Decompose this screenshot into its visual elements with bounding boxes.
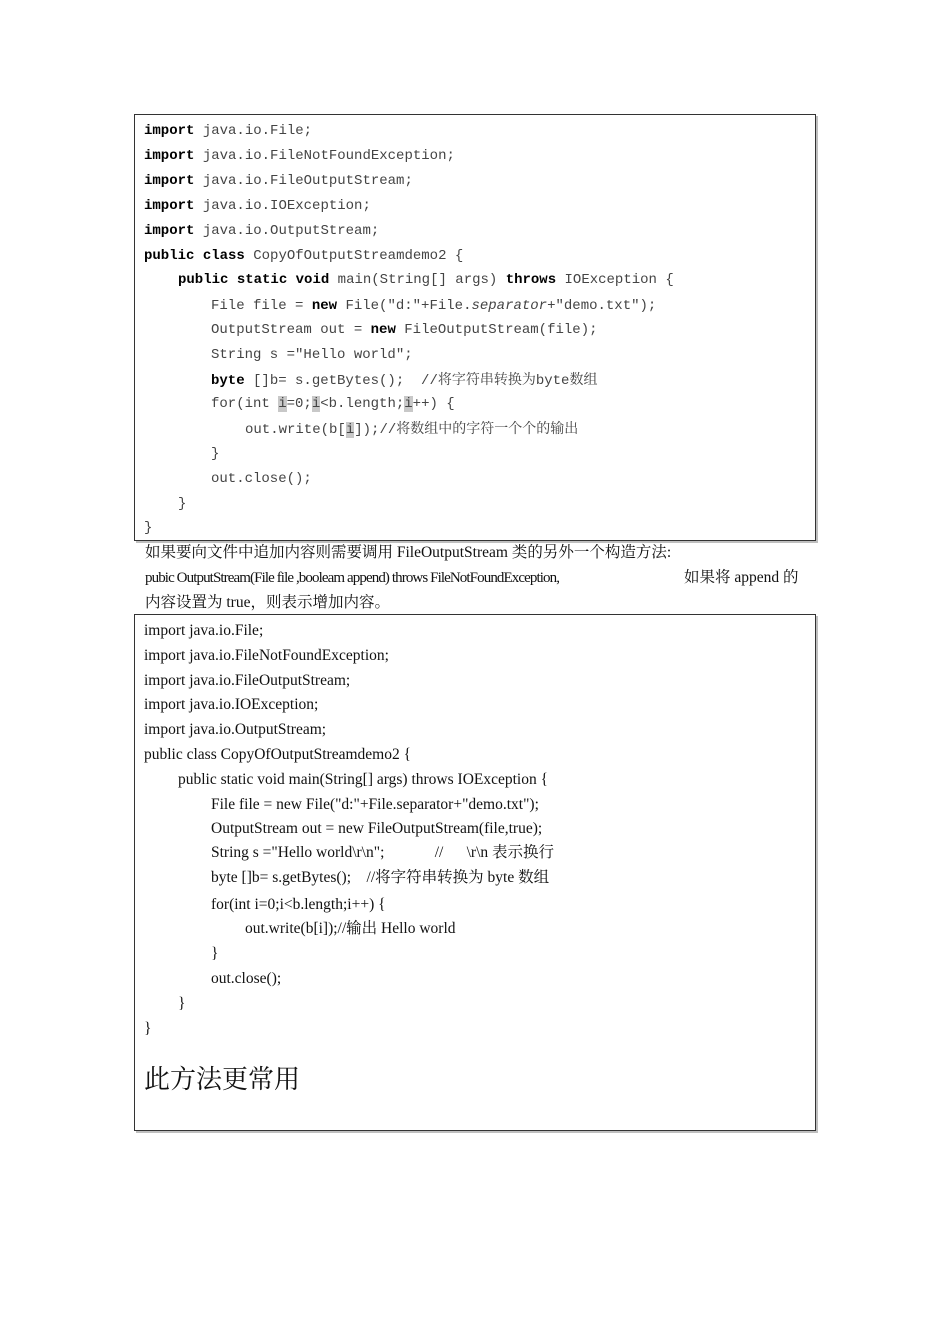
- code-text: File file =: [211, 298, 312, 314]
- code-line: import java.io.IOException;: [144, 696, 319, 713]
- code-text: OutputStream out =: [211, 322, 371, 338]
- code-line: byte []b= s.getBytes(); //将字符串转换为 byte 数组: [211, 869, 550, 886]
- code-text: ++) {: [412, 396, 455, 412]
- code-text: ]);//将数组中的字符一个个的输出: [354, 422, 579, 438]
- note-text: 此方法更常用: [144, 1065, 301, 1094]
- code-line: }: [144, 1020, 152, 1037]
- code-block-2: [134, 614, 816, 1131]
- code-text: File("d:"+File.: [337, 298, 472, 314]
- keyword: new: [311, 298, 338, 314]
- code-text: }: [211, 446, 220, 462]
- code-line: [211, 347, 413, 363]
- code-line: [178, 272, 674, 288]
- code-line: for(int i=0;i<b.length;i++) {: [211, 896, 386, 913]
- code-line: [245, 422, 578, 438]
- code-line: OutputStream out = new FileOutputStream(file,true);: [211, 820, 543, 837]
- keyword: import: [144, 173, 195, 189]
- keyword: void: [295, 272, 330, 288]
- code-line: [144, 198, 371, 214]
- code-text: java.io.FileNotFoundException;: [202, 148, 455, 164]
- code-text: out.write(b[: [245, 422, 346, 438]
- code-line: [211, 322, 598, 338]
- code-line: }: [211, 945, 219, 962]
- keyword: new: [370, 322, 396, 338]
- code-text: +"demo.txt");: [547, 298, 657, 314]
- code-line: [144, 223, 379, 239]
- highlighted-var: i: [404, 396, 413, 412]
- code-line: [178, 496, 186, 512]
- code-line: public static void main(String[] args) throws IOException {: [178, 771, 549, 788]
- code-line: String s ="Hello world\r\n"; // \r\n 表示换行: [211, 844, 555, 861]
- code-text: java.io.FileOutputStream;: [202, 173, 413, 189]
- keyword: class: [202, 248, 245, 264]
- code-text: java.io.File;: [202, 123, 313, 139]
- paragraph-line-1: 如果要向文件中追加内容则需要调用 FileOutputStream 类的另外一个构造方法:: [145, 544, 672, 561]
- keyword: public: [178, 272, 229, 288]
- code-line: import java.io.OutputStream;: [144, 721, 327, 738]
- code-text: for(int: [211, 396, 279, 412]
- code-text: out.close();: [211, 471, 312, 487]
- code-text: java.io.OutputStream;: [202, 223, 380, 239]
- code-text: FileOutputStream(file);: [395, 322, 598, 338]
- keyword: static: [236, 272, 288, 288]
- code-line: public class CopyOfOutputStreamdemo2 {: [144, 746, 412, 763]
- code-text: []b= s.getBytes(); //将字符串转换为byte数组: [244, 373, 598, 389]
- code-line: [211, 298, 656, 314]
- code-line: import java.io.FileNotFoundException;: [144, 647, 389, 664]
- highlighted-var: i: [345, 422, 355, 438]
- code-line: }: [178, 995, 186, 1012]
- code-line: [211, 446, 219, 462]
- code-line: import java.io.File;: [144, 622, 264, 639]
- keyword: throws: [505, 272, 557, 288]
- code-block-1: [134, 114, 816, 541]
- code-line: import java.io.FileOutputStream;: [144, 672, 351, 689]
- code-text: java.io.IOException;: [202, 198, 371, 214]
- keyword: import: [144, 198, 195, 214]
- keyword: public: [144, 248, 195, 264]
- code-line: out.close();: [211, 970, 282, 987]
- highlighted-var: i: [311, 396, 321, 412]
- code-line: [144, 520, 152, 536]
- code-text: }: [178, 496, 187, 512]
- keyword: byte: [211, 373, 245, 389]
- code-text: =0;: [286, 396, 312, 412]
- code-text: separator: [471, 298, 548, 314]
- code-line: out.write(b[i]);//输出 Hello world: [245, 920, 456, 937]
- method-signature: pubic OutputStream(File file ,booleam append) throws FileNotFoundException,: [145, 570, 560, 586]
- code-line: [144, 123, 312, 139]
- code-text: CopyOfOutputStreamdemo2 {: [244, 248, 464, 264]
- code-text: <b.length;: [320, 396, 405, 412]
- code-text: }: [144, 520, 153, 536]
- code-line: [144, 148, 455, 164]
- code-text: main(String[] args): [329, 272, 506, 288]
- keyword: import: [144, 123, 195, 139]
- highlighted-var: i: [278, 396, 287, 412]
- code-line: [144, 173, 413, 189]
- code-line: [144, 248, 463, 264]
- code-line: [211, 373, 597, 389]
- code-text: IOException {: [556, 272, 674, 288]
- paragraph-line-2-tail: 如果将 append 的: [684, 569, 799, 586]
- code-line: File file = new File("d:"+File.separator+"demo.txt");: [211, 796, 539, 813]
- code-line: [211, 396, 455, 412]
- keyword: import: [144, 223, 195, 239]
- code-line: [211, 471, 312, 487]
- code-text: String s ="Hello world";: [211, 347, 413, 363]
- paragraph-line-3: 内容设置为 true，则表示增加内容。: [145, 594, 390, 611]
- keyword: import: [144, 148, 195, 164]
